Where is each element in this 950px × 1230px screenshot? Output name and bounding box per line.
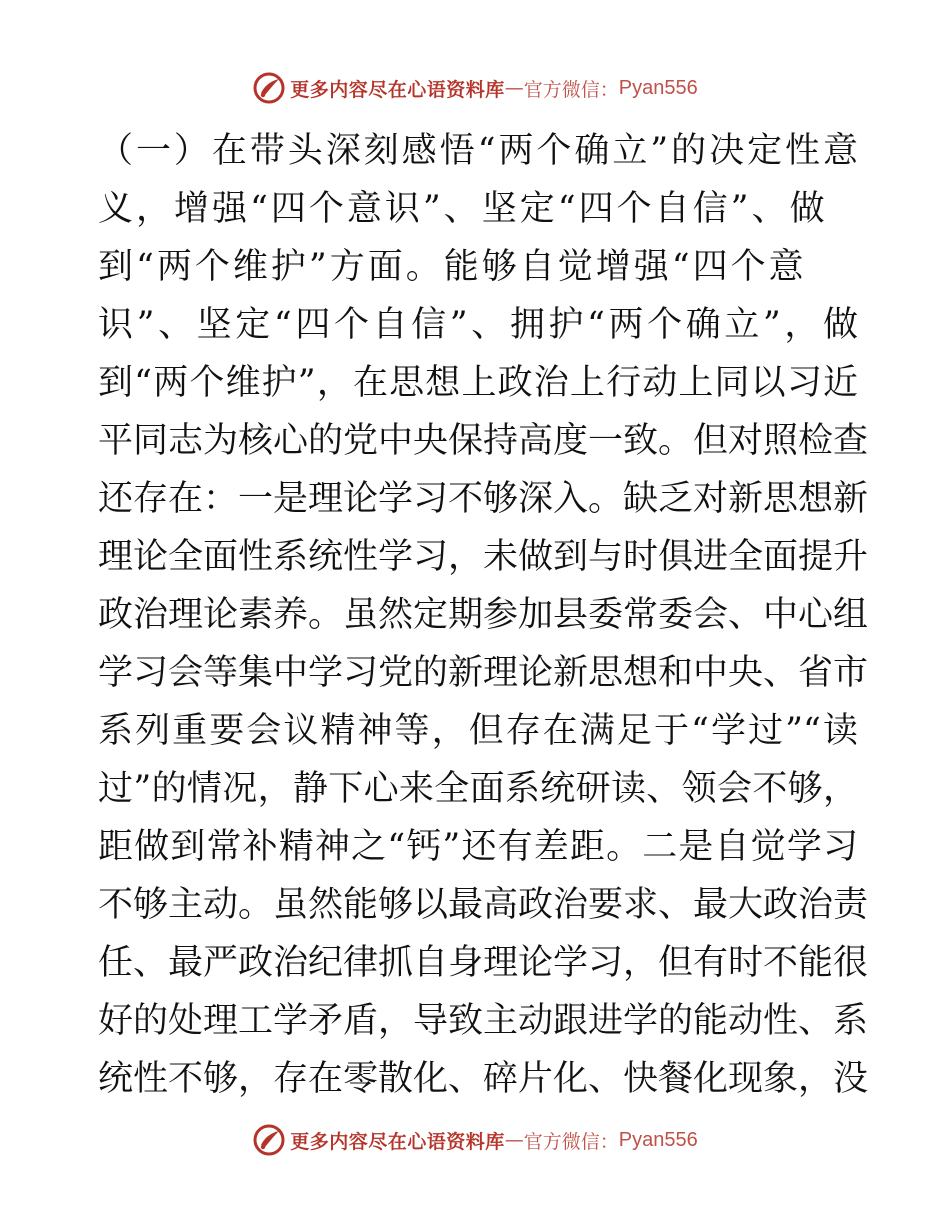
document-body [98, 122, 869, 1108]
watermark-official-label: 官方微信： [523, 1130, 619, 1153]
body-line: 过”的情况，静下心来全面系统研读、领会不够， [98, 769, 858, 809]
watermark-group [252, 1120, 698, 1160]
watermark-wechat-id: Pyan556 [618, 76, 698, 99]
brush-logo-icon [252, 71, 286, 105]
header-watermark [0, 68, 950, 108]
watermark-official-label: 官方微信： [523, 78, 619, 101]
body-line: 系列重要会议精神等，但存在满足于“学过”“读 [98, 711, 858, 751]
body-line: 统性不够，存在零散化、碎片化、快餐化现象，没 [98, 1059, 869, 1099]
watermark-wechat-id: Pyan556 [618, 1128, 698, 1151]
body-line: 好的处理工学矛盾，导致主动跟进学的能动性、系 [98, 1001, 869, 1041]
body-line: 义，增强“四个意识”、坚定“四个自信”、做 [98, 189, 828, 229]
body-line: 到“两个维护”，在思想上政治上行动上同以习近 [98, 363, 858, 403]
body-line: 距做到常补精神之“钙”还有差距。二是自觉学习 [98, 827, 858, 867]
watermark-dash: — [504, 1129, 524, 1151]
body-line: 任、最严政治纪律抓自身理论学习，但有时不能很 [98, 943, 869, 983]
brush-logo-icon [252, 1123, 286, 1157]
watermark-text: 更多内容尽在心语资料库 [290, 78, 505, 101]
body-line: 不够主动。虽然能够以最高政治要求、最大政治责 [98, 885, 869, 925]
watermark-dash: — [504, 77, 524, 99]
watermark-text: 更多内容尽在心语资料库 [290, 1130, 505, 1153]
body-line: 学习会等集中学习党的新理论新思想和中央、省市 [98, 653, 869, 693]
watermark-group [252, 68, 698, 108]
body-line: （一）在带头深刻感悟“两个确立”的决定性意 [98, 131, 858, 171]
body-line: 平同志为核心的党中央保持高度一致。但对照检查 [98, 421, 869, 461]
body-line: 理论全面性系统性学习，未做到与时俱进全面提升 [98, 537, 869, 577]
footer-watermark [0, 1120, 950, 1160]
body-line: 政治理论素养。虽然定期参加县委常委会、中心组 [98, 595, 869, 635]
body-line: 还存在：一是理论学习不够深入。缺乏对新思想新 [98, 479, 869, 519]
body-line: 到“两个维护”方面。能够自觉增强“四个意 [98, 247, 807, 287]
body-line: 识”、坚定“四个自信”、拥护“两个确立”，做 [98, 305, 858, 345]
